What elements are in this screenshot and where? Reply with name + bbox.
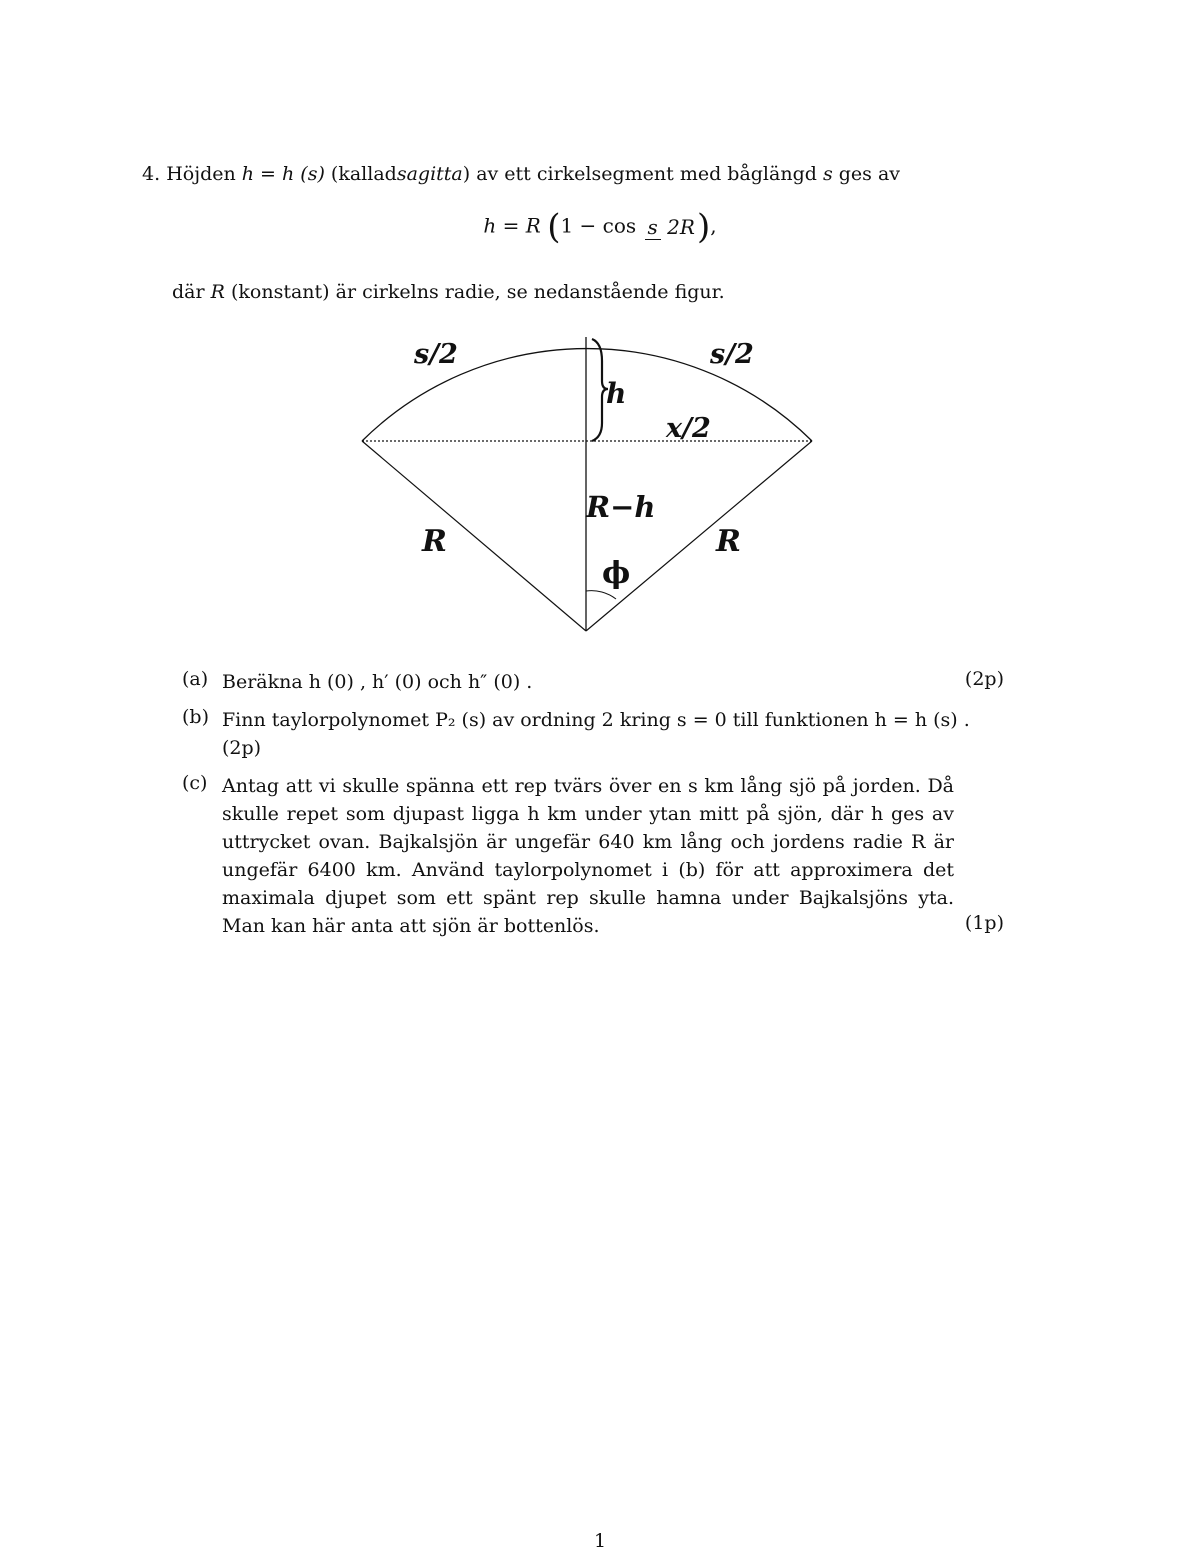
part-a-label: (a) xyxy=(182,668,209,690)
formula-open-paren: ( xyxy=(547,207,561,247)
angle-arc xyxy=(586,591,616,599)
part-c-points: (1p) xyxy=(964,912,1004,934)
problem-description xyxy=(172,278,725,306)
part-a xyxy=(182,668,1004,696)
part-b-points: (2p) xyxy=(222,737,262,759)
part-c-text: Antag att vi skulle spänna ett rep tvärs över en s km lång sjö på jorden. Då skulle repet som djupast ligga h km under ytan mitt på sjön, där h ges av uttrycket ovan. Bajkalsjön är ungefär 640 km lång och jordens radie R är ungefär 6400 km. Använd taylorpolynomet i (b) för att approximera det maximala djupet som ett spänt rep skulle hamna under Bajkalsjöns yta. Man kan här anta att sjön är bottenlös. xyxy=(222,775,954,937)
intro-text-before: Höjden xyxy=(166,163,236,185)
radius-left-line xyxy=(362,441,586,631)
circle-segment-figure xyxy=(340,325,840,645)
sagitta-formula xyxy=(0,207,1200,247)
part-c xyxy=(182,772,1004,940)
label-arc-left: s/2 xyxy=(414,339,458,370)
desc-text-after: (konstant) är cirkelns radie, se nedanstående figur. xyxy=(230,281,725,303)
intro-term-sagitta: sagitta xyxy=(396,163,463,185)
desc-var-R: R xyxy=(210,281,225,303)
formula-fraction xyxy=(645,215,695,239)
part-a-text: Beräkna h (0) , h′ (0) och h″ (0) . xyxy=(222,671,533,693)
label-angle: ϕ xyxy=(602,556,631,591)
label-radius-right: R xyxy=(716,524,741,559)
label-center-segment: R−h xyxy=(586,490,656,524)
formula-lhs: h = R xyxy=(483,213,541,238)
part-a-points: (2p) xyxy=(964,668,1004,690)
label-height: h xyxy=(606,377,627,410)
formula-frac-denominator: 2R xyxy=(667,215,695,239)
page-number: 1 xyxy=(593,1530,607,1552)
problem-number: 4. xyxy=(142,163,161,185)
label-radius-left: R xyxy=(422,524,447,559)
formula-inner: 1 − cos xyxy=(560,213,637,238)
intro-text-end: ges av xyxy=(838,163,901,185)
part-b-label: (b) xyxy=(182,706,209,728)
radius-right-line xyxy=(586,441,812,631)
formula-frac-numerator: s xyxy=(645,215,661,240)
intro-var-s: s xyxy=(822,163,833,185)
label-half-chord: x/2 xyxy=(666,413,711,444)
part-b xyxy=(182,706,1004,762)
problem-intro xyxy=(142,160,900,188)
intro-text-mid: (kallad xyxy=(330,163,397,185)
label-arc-right: s/2 xyxy=(710,339,754,370)
part-b-text: Finn taylorpolynomet P₂ (s) av ordning 2 kring s = 0 till funktionen h = h (s) . xyxy=(222,709,970,731)
formula-trail: , xyxy=(710,213,717,238)
part-c-label: (c) xyxy=(182,772,208,794)
formula-close-paren: ) xyxy=(696,207,711,247)
intro-text-after: ) av ett cirkelsegment med båglängd xyxy=(462,163,817,185)
desc-text-before: där xyxy=(172,281,205,303)
intro-h-definition: h = h (s) xyxy=(241,163,325,185)
